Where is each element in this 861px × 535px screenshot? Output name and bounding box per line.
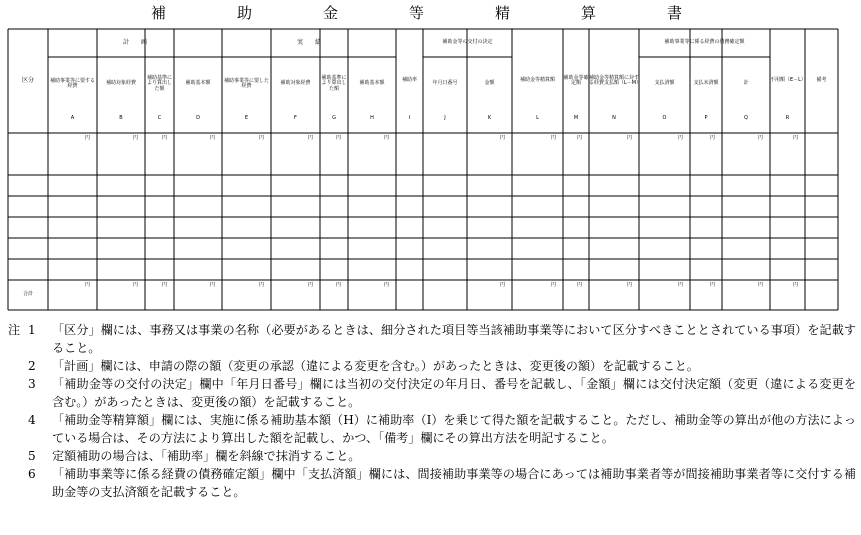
yen-unit: 円 [210, 282, 216, 288]
yen-unit: 円 [678, 282, 684, 288]
yen-unit: 円 [308, 135, 314, 141]
sub-header: 補助事業等に要した経費 [223, 77, 269, 89]
yen-unit: 円 [627, 135, 633, 141]
note-text: 「計画」欄には、申請の際の額（変更の承認（違による変更を含む。）があったときは、変更後の額）を記載すること。 [52, 359, 699, 373]
yen-unit: 円 [793, 135, 799, 141]
yen-unit: 円 [710, 135, 716, 141]
yen-unit: 円 [758, 282, 764, 288]
sub-header: 補助対象経費 [105, 80, 136, 87]
sub-header: 補助基準により算出した額 [321, 75, 347, 92]
note-text: 「補助金等の交付の決定」欄中「年月日番号」欄には当初の交付決定の年月日、番号を記載し、「金額」欄には交付決定額（変更（違による変更を含む。）があったときは、変更後の額）を記載すること。 [52, 377, 856, 409]
yen-unit: 円 [793, 282, 799, 288]
yen-unit: 円 [308, 282, 314, 288]
column-letter: R [785, 115, 790, 122]
yen-unit: 円 [259, 135, 265, 141]
note-number: 1 [28, 323, 36, 337]
sub-header: 補助基準により算出した額 [146, 75, 172, 92]
yen-unit: 円 [259, 282, 265, 288]
column-letter: L [536, 115, 539, 122]
column-letter: K [487, 115, 492, 122]
column-letter: J [444, 115, 446, 122]
note-lead: 注 [8, 323, 21, 337]
note-number: 3 [28, 377, 36, 391]
header-hojoritsu: 補助率 [401, 77, 417, 84]
yen-unit: 円 [500, 282, 506, 288]
sub-header: 支払未済額 [693, 80, 719, 87]
header-hojokin-seisan: 補助金等精算額 [519, 77, 555, 84]
yen-unit: 円 [162, 282, 168, 288]
yen-unit: 円 [384, 135, 390, 141]
header-kofu-kettei: 補助金等の交付の決定 [442, 39, 493, 46]
yen-unit: 円 [500, 135, 506, 141]
column-letter: A [70, 115, 75, 122]
note-item [8, 357, 856, 375]
header-hojokin-kakutei: 補助金等確定額 [563, 74, 589, 86]
sub-header: 補助基本額 [359, 80, 385, 87]
yen-unit: 円 [627, 282, 633, 288]
yen-unit: 円 [551, 135, 557, 141]
note-text: 「補助事業等に係る経費の債務確定額」欄中「支払済額」欄には、間接補助事業等の場合にあっては補助事業者等が間接補助事業者等に交付する補助金等の支払済額を記載すること。 [52, 467, 856, 499]
note-item [8, 375, 856, 411]
column-letter: Q [744, 115, 748, 122]
header-kubun: 区分 [21, 76, 34, 84]
header-biko: 備考 [816, 77, 827, 84]
note-text: 定額補助の場合は、「補助率」欄を斜線で抹消すること。 [52, 449, 361, 463]
total-row-label: 合計 [22, 291, 33, 298]
yen-unit: 円 [336, 282, 342, 288]
yen-unit: 円 [577, 282, 583, 288]
column-letter: G [332, 115, 336, 122]
note-number: 4 [28, 413, 36, 427]
column-letter: F [294, 115, 297, 122]
sub-header: 年月日番号 [432, 80, 458, 87]
column-letter: C [157, 115, 162, 122]
column-letter: B [119, 115, 123, 122]
yen-unit: 円 [678, 135, 684, 141]
sub-header: 支払済額 [654, 80, 675, 87]
yen-unit: 円 [133, 135, 139, 141]
column-letter: N [612, 115, 616, 122]
header-seisan-keihi: 補助金等精算額に対する経費支払額（L－M） [589, 74, 642, 86]
column-letter: M [573, 115, 579, 122]
header-keikaku: 計 画 [122, 38, 147, 46]
column-letter: I [408, 115, 411, 122]
yen-unit: 円 [710, 282, 716, 288]
note-number: 2 [28, 359, 36, 373]
note-number: 5 [28, 449, 36, 463]
sub-header: 金額 [484, 80, 495, 87]
yen-unit: 円 [384, 282, 390, 288]
column-letter: P [704, 115, 708, 122]
header-hojojigyo-keihi: 補助事業等に係る経費の債務確定額 [664, 39, 745, 46]
yen-unit: 円 [758, 135, 764, 141]
column-letter: O [662, 115, 667, 122]
header-fuyougaku: 不用額（E－L） [770, 77, 806, 84]
column-letter: H [370, 115, 374, 122]
sub-header: 計 [743, 80, 749, 87]
column-letter: D [196, 115, 200, 122]
note-number: 6 [28, 467, 36, 481]
yen-unit: 円 [577, 135, 583, 141]
yen-unit: 円 [210, 135, 216, 141]
sub-header: 補助事業等に要する経費 [49, 77, 95, 89]
column-letter: E [244, 115, 249, 122]
sub-header: 補助基本額 [185, 80, 211, 87]
yen-unit: 円 [336, 135, 342, 141]
sub-header: 補助対象経費 [280, 80, 311, 87]
note-item [8, 465, 856, 501]
yen-unit: 円 [85, 282, 91, 288]
note-text: 「補助金等精算額」欄には、実施に係る補助基本額（H）に補助率（I）を乗じて得た額を記載すること。ただし、補助金等の算出が他の方法によっている場合は、その方法により算出した額を記載し、かつ、「備考」欄にその算出方法を明記すること。 [52, 413, 856, 445]
notes-section [8, 321, 856, 501]
document-title: 補 助 金 等 精 算 書 [150, 4, 710, 22]
yen-unit: 円 [162, 135, 168, 141]
note-item [8, 321, 856, 357]
note-text: 「区分」欄には、事務又は事業の名称（必要があるときは、細分された項目等当該補助事業等において区分すべきこととされている事項）を記載すること。 [52, 323, 856, 355]
note-item [8, 447, 856, 465]
yen-unit: 円 [133, 282, 139, 288]
note-item [8, 411, 856, 447]
yen-unit: 円 [85, 135, 91, 141]
yen-unit: 円 [551, 282, 557, 288]
header-jisseki: 実 績 [296, 38, 321, 46]
